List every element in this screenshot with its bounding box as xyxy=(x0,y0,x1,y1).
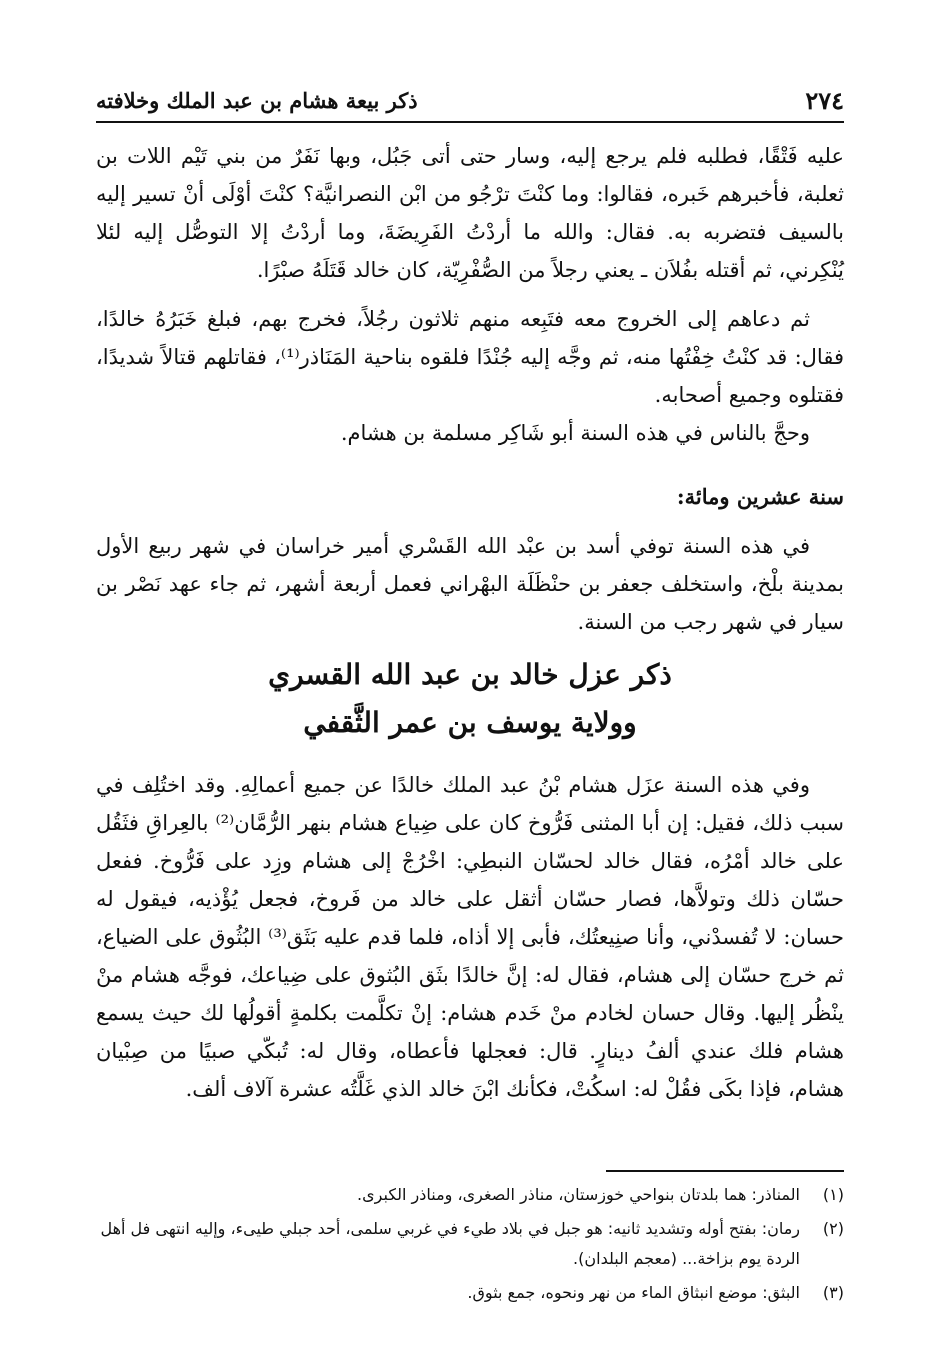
paragraph-4 xyxy=(96,527,844,641)
chapter-heading-line-1: ذكر عزل خالد بن عبد الله القسري xyxy=(268,658,672,691)
footnote-number: (٢) xyxy=(822,1219,844,1238)
footnote-text: المناذر: هما بلدتان بنواحي خوزستان، مناذر الصغرى، ومناذر الكبرى. xyxy=(357,1185,800,1204)
paragraph-3 xyxy=(96,414,844,452)
paragraph-5-text: وفي هذه السنة عزَل هشام بْنُ عبد الملك خالدًا عن جميع أعمالِهِ. وقد اختُلِف في سبب ذلك، فقيل: إن أبا المثنى فَرُّوخ كان على ضِياع هشام بنهر الرُّمَّان⁽²⁾ بالعِراقِ فثَقُل على خالد أمْرُه، فقال خالد لحسّان النبطِي: اخْرُجْ إلى هشام وزِد على فَرُّوخ. ففعل حسّان ذلك وتولاَّها، فصار حسّان أثقل على خالد من فَروخ، فجعل يُؤْذيه، فيقول له حسان: لا تُفسدْني، وأنا صنِيعتُك، فأبى إلا أذاه، فلما قدم عليه بَثَق⁽³⁾ البُثُوق على الضياع، ثم خرج حسّان إلى هشام، فقال له: إنَّ خالدًا بثَق البُثوق على ضِياعك، فوجَّه هشام منْ ينْظُر إليها. وقال حسان لخادم منْ خَدم هشام: إنْ تكلَّمت بكلمةٍ أقولُها لك حيث يسمع هشام فلك عندي ألفُ دينارٍ. قال: فعجلها فأعطاه، وقال له: تُبكّي صبيًا من صِبْيان هشام، فإذا بكَى فقُلْ له: اسكُتْ، فكأنك ابْنَ خالد الذي غَلَّتُه عشرة آلاف ألف. xyxy=(96,773,845,1101)
page-number: ٢٧٤ xyxy=(805,86,844,115)
paragraph-2 xyxy=(96,300,844,414)
paragraph-5 xyxy=(96,766,844,1108)
footnote-number: (٣) xyxy=(822,1283,844,1302)
chapter-heading-line-2: وولاية يوسف بن عمر الثَّقفي xyxy=(303,706,637,739)
footnote-divider xyxy=(606,1170,844,1172)
footnotes xyxy=(96,1180,844,1312)
paragraph-4-text: في هذه السنة توفي أسد بن عبْد الله القَسْري أمير خراسان في شهر ربيع الأول بمدينة بلْخ، واستخلف جعفر بن حنْظَلَة البهْراني فعمل أربعة أشهر، ثم جاء عهد نَصْر بن سيار في شهر رجب من السنة. xyxy=(96,534,844,634)
footnote-number: (١) xyxy=(822,1185,844,1204)
footnote-1 xyxy=(96,1180,844,1210)
running-header xyxy=(96,84,844,118)
footnote-2 xyxy=(96,1214,844,1274)
footnote-text: البثق: موضع انبثاق الماء من نهر ونحوه، جمع بثوق. xyxy=(467,1283,800,1302)
paragraph-3-text: وحجَّ بالناس في هذه السنة أبو شَاكِر مسلمة بن هشام. xyxy=(340,421,810,445)
footnote-3 xyxy=(96,1278,844,1308)
header-divider xyxy=(96,121,844,123)
section-label: سنة عشرين ومائة: xyxy=(676,484,844,509)
footnote-text: رمان: بفتح أوله وتشديد ثانيه: هو جبل في بلاد طيء في غربي سلمى، أحد جبلي طيىء، وإليه انتهى فل أهل الردة يوم بزاخة... (معجم البلدان). xyxy=(100,1219,800,1268)
running-title: ذكر بيعة هشام بن عبد الملك وخلافته xyxy=(96,88,418,113)
paragraph-1: عليه فَتْقًا، فطلبه فلم يرجع إليه، وسار حتى أتى جَبُل، وبها نَفَرٌ من بني تَيْم اللات بن ثعلبة، فأخبرهم خَبره، فقالوا: وما كنْتَ ترْجُو من ابْن النصرانيَّة؟ كنْتَ أوْلَى أنْ تسير إليه بالسيف فتضربه به. فقال: والله ما أردْتُ الفَرِيضَةَ، وما أردْتُ إلا التوصُّل إليه لئلا يُنْكِرني، ثم أقتله بفُلاَن ـ يعني رجلاً من الصُّفْرِيّة، كان خالد قَتَلَهُ صبْرًا. xyxy=(96,144,844,282)
paragraph-2-text: ثم دعاهم إلى الخروج معه فتَبِعه منهم ثلاثون رجُلاً، فخرج بهم، فبلغ خَبَرُهُ خالدًا، فقال: قد كنْتُ خِفْتُها منه، ثم وجَّه إليه جُنْدًا فلقوه بناحية المَنَاذر⁽¹⁾، فقاتلهم قتالاً شديدًا، فقتلوه وجميع أصحابه. xyxy=(96,307,844,407)
